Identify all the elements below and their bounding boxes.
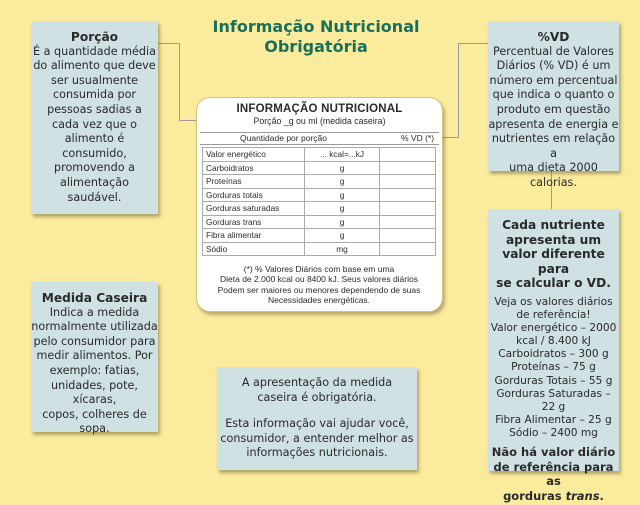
table-row: Gorduras trans g: [203, 215, 436, 229]
title-line: Obrigatória: [264, 37, 368, 56]
medida-text: Indica a medida normalmente utilizada pelo consumidor para medir alimentos. Por exemplo: fatias, unidades, pote, xícaras, copos, colheres de sopa.: [31, 305, 158, 436]
label-column-header: [200, 132, 439, 145]
cada-title: Cada nutriente apresenta um valor diferente para se calcular o VD.: [496, 218, 611, 291]
cada-reference-list: Veja os valores diários de referência! Valor energético – 2000 kcal / 8.400 kJ Carboidratos – 300 g Proteínas – 75 g Gorduras Totais – 55 g Gorduras Saturadas – 22 g Fibra Alimentar – 25 g Sódio – 2400 mg: [490, 295, 617, 439]
vd-box: [488, 21, 619, 189]
vd-text: Percentual de Valores Diários (% VD) é um número em percentual que indica o quanto o produto em questão apresenta de energia e nutrientes em relação a uma dieta 2000 calorias.: [488, 44, 619, 189]
cada-nutriente-box: [488, 209, 619, 503]
porcao-title: Porção: [70, 30, 119, 44]
porcao-text: É a quantidade média do alimento que deve ser usualmente consumida por pessoas sadias a cada vez que o alimento é consumido, promovendo a alimentação saudável.: [32, 44, 156, 204]
medida-title: Medida Caseira: [41, 291, 148, 305]
label-footnote: (*) % Valores Diários com base em uma Dieta de 2.000 kcal ou 8400 kJ. Seus valores diários Podem ser maiores ou menores dependendo de suas Necessidades energéticas.: [217, 264, 421, 305]
nutrition-label: [196, 97, 443, 312]
connector-line: [158, 43, 180, 44]
table-row: Fibra alimentar g: [203, 229, 436, 243]
porcao-box: [31, 21, 158, 214]
label-col-vd: % VD (*): [401, 133, 435, 143]
connector-line: [458, 43, 488, 44]
medida-box: [31, 282, 158, 436]
table-row: Gorduras saturadas g: [203, 202, 436, 216]
nutrition-table: [202, 147, 436, 256]
label-heading: INFORMAÇÃO NUTRICIONAL: [236, 103, 403, 115]
connector-line: [458, 43, 459, 137]
table-row: Proteínas g: [203, 175, 436, 189]
connector-line: [179, 43, 180, 120]
vd-title: %VD: [537, 30, 570, 44]
table-row: Sódio mg: [203, 242, 436, 256]
label-col-quantity: Quantidade por porção: [240, 133, 327, 143]
table-row: Carboidratos g: [203, 161, 436, 175]
label-serving: Porção _g ou ml (medida caseira): [253, 116, 386, 126]
page-title: [196, 17, 436, 57]
table-row: Valor energético ... kcal=...kJ: [203, 148, 436, 162]
trans-italic: trans: [565, 488, 600, 503]
apresentacao-p2: Esta informação vai ajudar você, consumidor, a entender melhor as informações nutricionais.: [220, 417, 414, 460]
apresentacao-box: [217, 367, 417, 470]
apresentacao-p1: A apresentação da medida caseira é obrigatória.: [241, 376, 393, 404]
title-line: Informação Nutricional: [212, 17, 420, 36]
table-row: Gorduras totais g: [203, 188, 436, 202]
cada-bottom-note: Não há valor diário de referência para as gorduras trans.: [491, 445, 616, 503]
